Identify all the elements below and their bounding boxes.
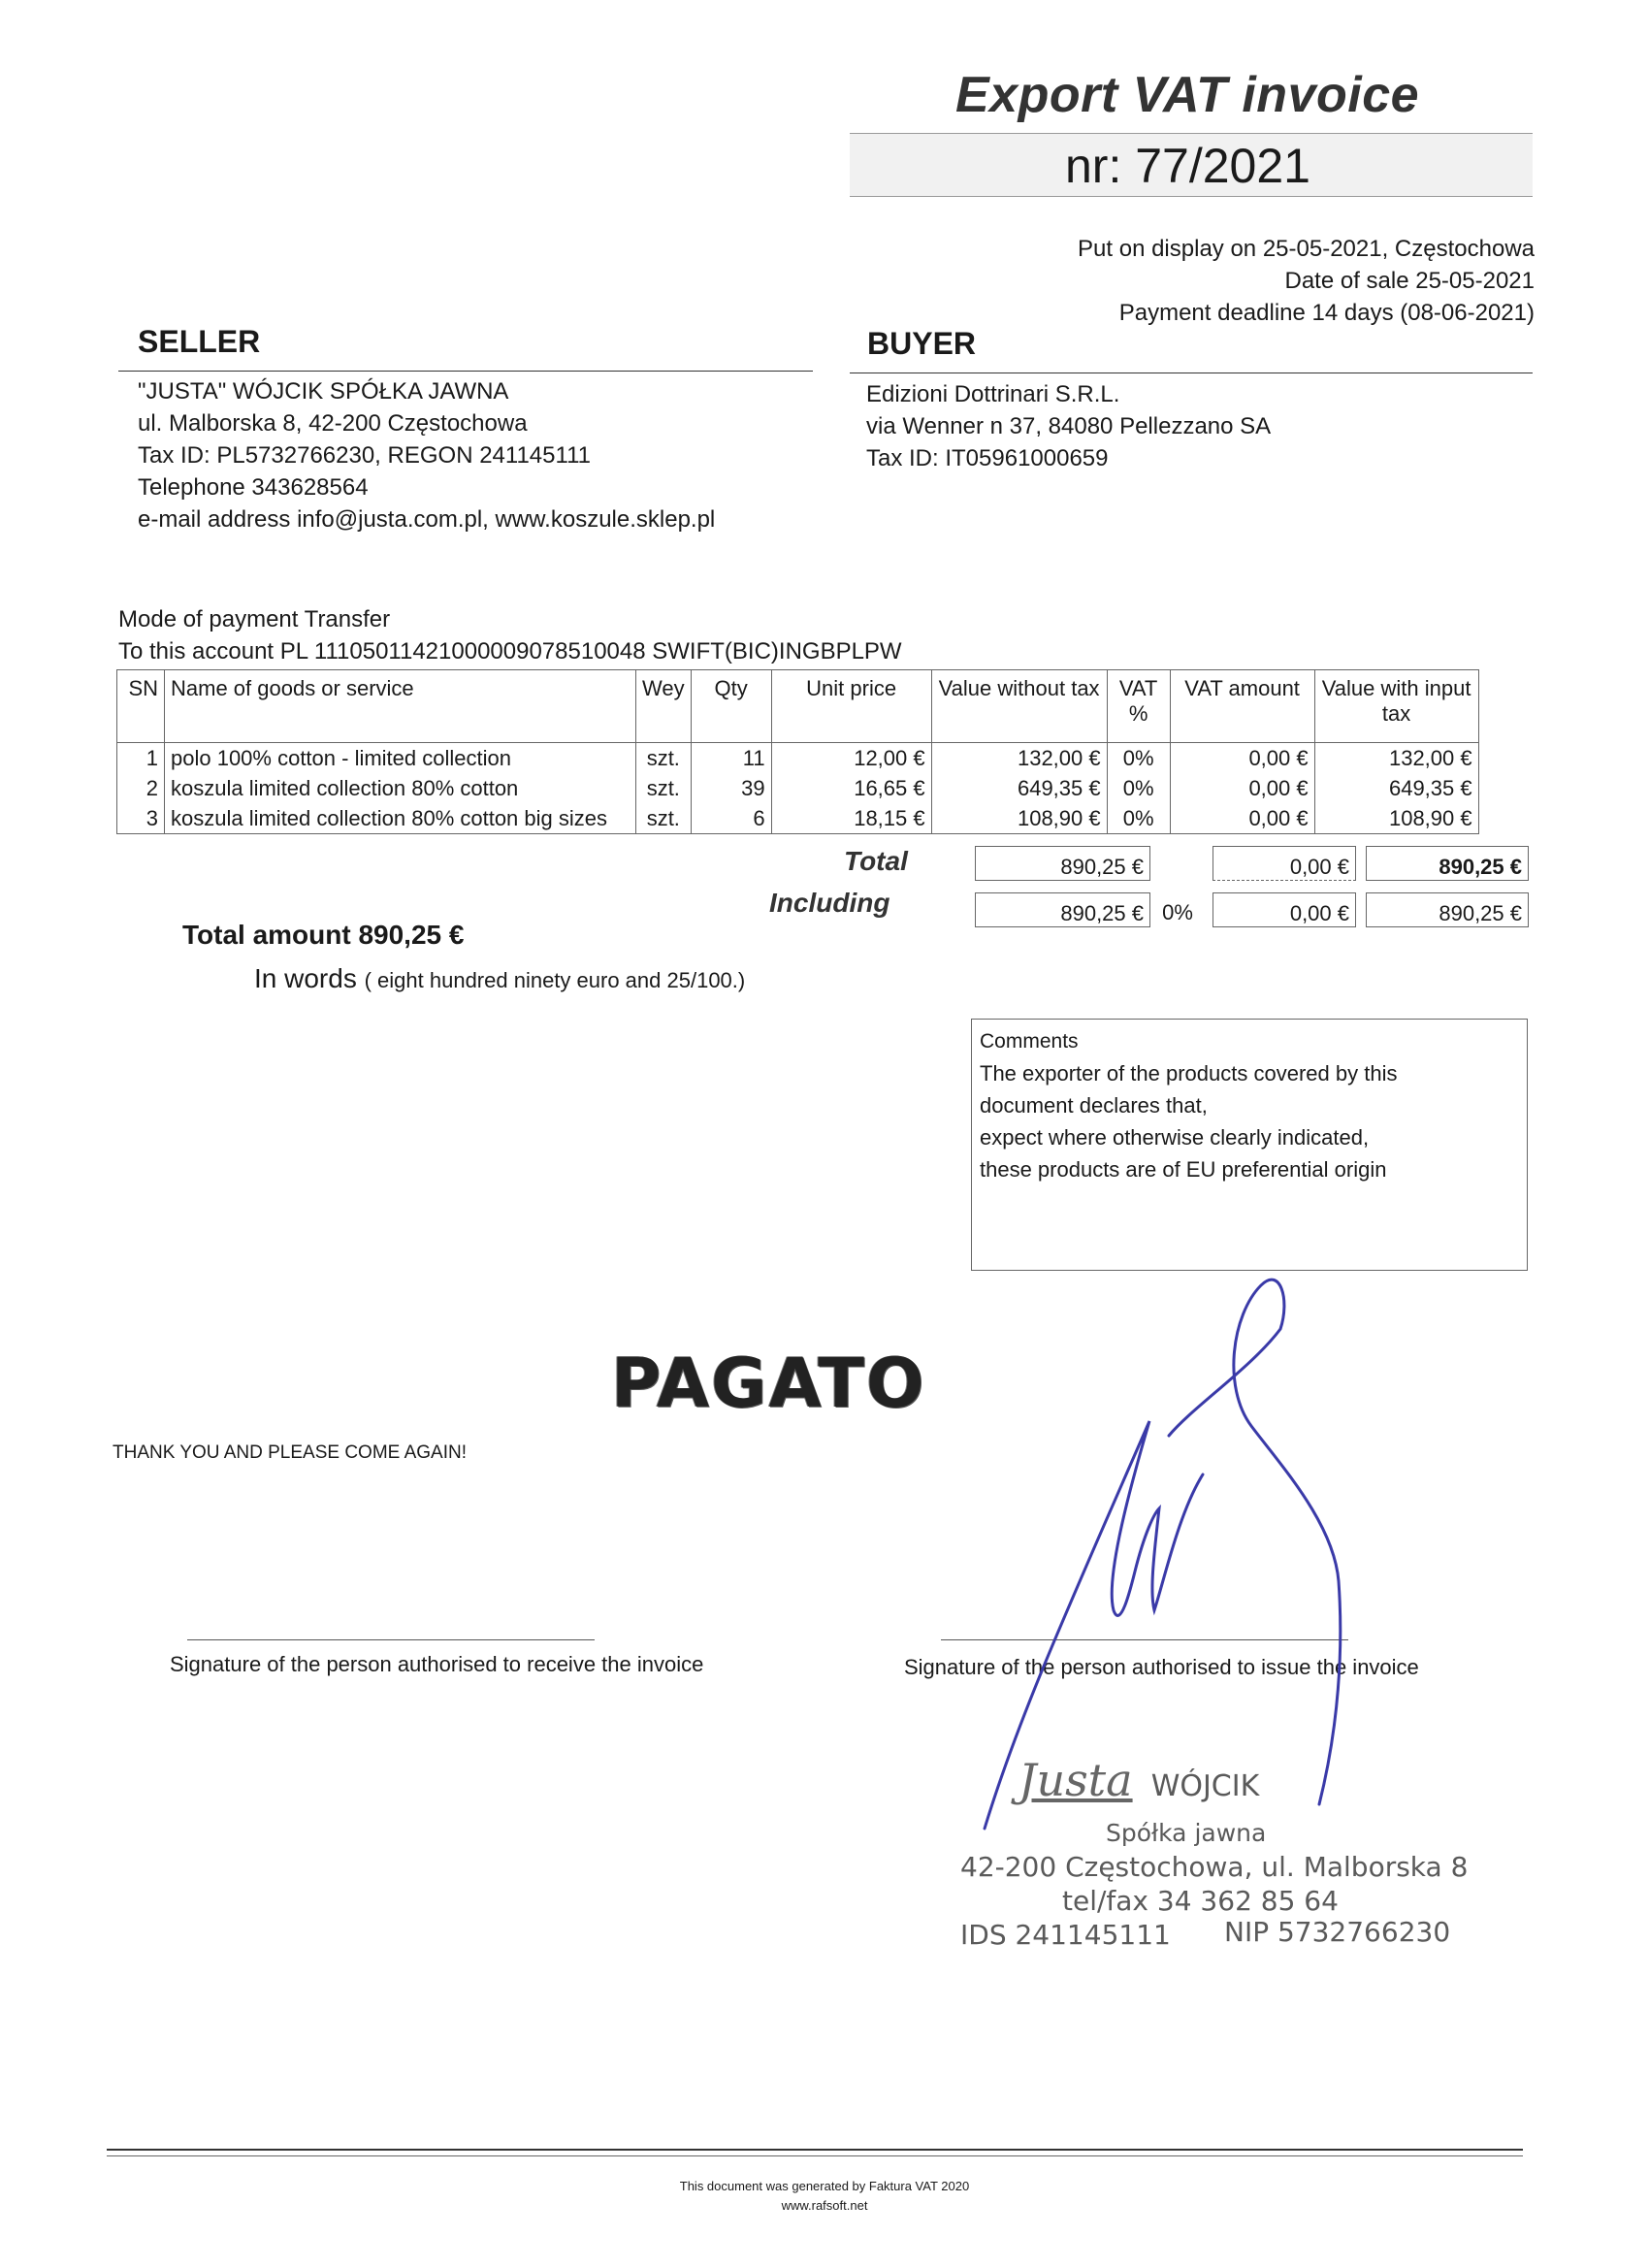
payment-mode: Mode of payment Transfer	[118, 606, 391, 632]
including-vat-pct: 0%	[1162, 900, 1193, 924]
handwritten-signature	[960, 1261, 1397, 1843]
table-row	[117, 743, 1479, 774]
footer	[0, 2177, 1649, 2216]
header-unit-price: Unit price	[771, 670, 931, 743]
in-words-label: In words	[254, 963, 357, 993]
cell-sn: 2	[117, 773, 165, 803]
invoice-number: nr: 77/2021	[1065, 139, 1310, 193]
cell-sn: 1	[117, 743, 165, 774]
issue-signature-label: Signature of the person authorised to issue the invoice	[904, 1655, 1419, 1679]
buyer-name: Edizioni Dottrinari S.R.L.	[866, 381, 1120, 407]
total-value-without-tax: 890,25 €	[975, 846, 1150, 881]
company-nip: NIP 5732766230	[1224, 1916, 1451, 1948]
including-vat-amount: 0,00 €	[1212, 892, 1356, 927]
seller-email: e-mail address info@justa.com.pl, www.koszule.sklep.pl	[138, 506, 716, 533]
table-header-row	[117, 670, 1479, 743]
company-form: Spółka jawna	[1106, 1819, 1267, 1847]
company-logo: Justa	[1018, 1754, 1133, 1806]
put-on-display-date: Put on display on 25-05-2021, Częstochowa	[1078, 236, 1535, 262]
footer-divider	[107, 2149, 1523, 2151]
cell-vat-amount: 0,00 €	[1170, 743, 1314, 774]
payment-info	[118, 603, 902, 667]
cell-name: koszula limited collection 80% cotton big sizes	[165, 803, 636, 834]
cell-qty: 39	[691, 773, 771, 803]
items-table	[116, 669, 1479, 834]
thank-you-note: THANK YOU AND PLEASE COME AGAIN!	[113, 1442, 467, 1463]
header-unit: Wey	[636, 670, 692, 743]
cell-vat-amount: 0,00 €	[1170, 803, 1314, 834]
cell-unit: szt.	[636, 803, 692, 834]
including-label: Including	[769, 888, 890, 918]
total-vat-amount: 0,00 €	[1212, 846, 1356, 881]
cell-value-without-tax: 132,00 €	[931, 743, 1107, 774]
seller-tax-id: Tax ID: PL5732766230, REGON 241145111	[138, 442, 591, 469]
total-amount: Total amount 890,25 €	[182, 920, 465, 950]
amount-in-words	[254, 963, 745, 994]
cell-unit: szt.	[636, 743, 692, 774]
header-value-with-tax: Value with input tax	[1314, 670, 1478, 743]
comments-line: expect where otherwise clearly indicated,	[980, 1125, 1370, 1150]
company-address: 42-200 Częstochowa, ul. Malborska 8	[960, 1851, 1469, 1883]
buyer-details	[866, 378, 1271, 474]
cell-unit: szt.	[636, 773, 692, 803]
buyer-tax-id: Tax ID: IT05961000659	[866, 445, 1109, 471]
company-ids: IDS 241145111	[960, 1919, 1171, 1951]
cell-qty: 6	[691, 803, 771, 834]
payment-deadline: Payment deadline 14 days (08-06-2021)	[1118, 300, 1535, 326]
cell-vat-pct: 0%	[1107, 803, 1170, 834]
seller-divider	[118, 371, 813, 372]
total-label: Total	[844, 846, 908, 876]
receive-signature-line	[187, 1639, 595, 1640]
cell-unit-price: 16,65 €	[771, 773, 931, 803]
company-name: WÓJCIK	[1150, 1769, 1260, 1803]
comments-line: these products are of EU preferential origin	[980, 1157, 1387, 1182]
cell-vat-pct: 0%	[1107, 773, 1170, 803]
cell-value-without-tax: 649,35 €	[931, 773, 1107, 803]
pagato-stamp: PAGATO	[611, 1344, 926, 1423]
company-phone: tel/fax 34 362 85 64	[1062, 1885, 1339, 1917]
seller-phone: Telephone 343628564	[138, 474, 369, 501]
comments-line: document declares that,	[980, 1093, 1208, 1118]
cell-value-with-tax: 649,35 €	[1314, 773, 1478, 803]
payment-account: To this account PL 11105011421000009078510048 SWIFT(BIC)INGBPLPW	[118, 638, 902, 664]
cell-value-with-tax: 132,00 €	[1314, 743, 1478, 774]
header-qty: Qty	[691, 670, 771, 743]
header-value-without-tax: Value without tax	[931, 670, 1107, 743]
table-row	[117, 773, 1479, 803]
footer-generated: This document was generated by Faktura VAT 2020	[679, 2179, 970, 2193]
seller-name: "JUSTA" WÓJCIK SPÓŁKA JAWNA	[138, 378, 509, 405]
buyer-heading: BUYER	[867, 326, 977, 361]
cell-value-with-tax: 108,90 €	[1314, 803, 1478, 834]
cell-sn: 3	[117, 803, 165, 834]
cell-name: koszula limited collection 80% cotton	[165, 773, 636, 803]
cell-unit-price: 18,15 €	[771, 803, 931, 834]
footer-divider-thin	[107, 2155, 1523, 2156]
document-title: Export VAT invoice	[955, 67, 1420, 123]
cell-vat-pct: 0%	[1107, 743, 1170, 774]
date-of-sale: Date of sale 25-05-2021	[1284, 268, 1535, 294]
table-row	[117, 803, 1479, 834]
seller-address: ul. Malborska 8, 42-200 Częstochowa	[138, 410, 528, 437]
header-vat-pct: VAT %	[1107, 670, 1170, 743]
comments-box	[971, 1019, 1528, 1271]
comments-line: The exporter of the products covered by this	[980, 1061, 1398, 1085]
seller-heading: SELLER	[138, 324, 261, 359]
header-name: Name of goods or service	[165, 670, 636, 743]
including-value-without-tax: 890,25 €	[975, 892, 1150, 927]
seller-details	[138, 375, 715, 535]
cell-name: polo 100% cotton - limited collection	[165, 743, 636, 774]
including-value-with-tax: 890,25 €	[1366, 892, 1529, 927]
comments-label: Comments	[980, 1030, 1079, 1053]
header-sn: SN	[117, 670, 165, 743]
cell-value-without-tax: 108,90 €	[931, 803, 1107, 834]
header-vat-amount: VAT amount	[1170, 670, 1314, 743]
buyer-address: via Wenner n 37, 84080 Pellezzano SA	[866, 413, 1272, 439]
receive-signature-label: Signature of the person authorised to receive the invoice	[170, 1652, 704, 1676]
footer-site: www.rafsoft.net	[781, 2198, 868, 2213]
cell-unit-price: 12,00 €	[771, 743, 931, 774]
total-value-with-tax: 890,25 €	[1366, 846, 1529, 881]
in-words-value: ( eight hundred ninety euro and 25/100.)	[364, 968, 746, 992]
cell-vat-amount: 0,00 €	[1170, 773, 1314, 803]
cell-qty: 11	[691, 743, 771, 774]
invoice-dates	[1078, 233, 1535, 329]
